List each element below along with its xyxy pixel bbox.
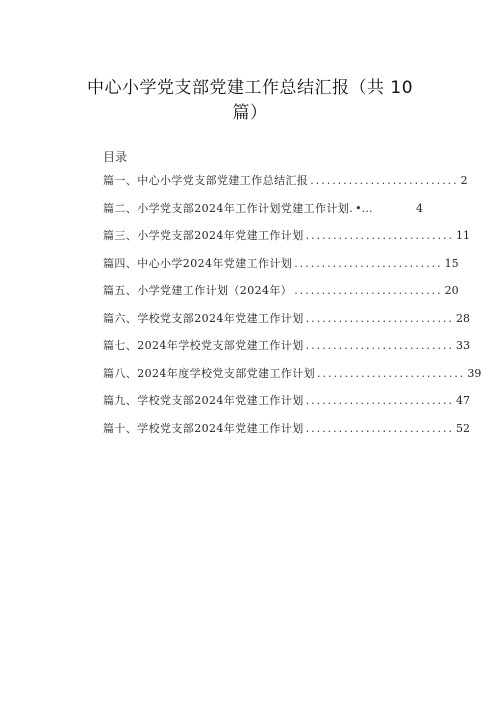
toc-entry-text: 篇二、小学党支部2024年工作计划党建工作计划. [103, 201, 354, 215]
document-title [60, 76, 440, 126]
toc-entry-leader: ........................... [305, 311, 455, 325]
toc-entry-text: 篇八、2024年度学校党支部党建工作计划 [103, 366, 315, 380]
toc-entry-text: 篇四、中心小学2024年党建工作计划 [103, 256, 293, 270]
toc-entry-page-number: 47 [456, 394, 471, 407]
toc-entry-leader: ........................... [294, 256, 443, 270]
toc-entry[interactable] [103, 310, 471, 338]
document-title-line-2: 篇） [232, 103, 268, 123]
toc-entry-leader: ........................... [305, 394, 455, 407]
toc-entry-text: 篇九、学校党支部2024年党建工作计划 [103, 394, 304, 407]
toc-entry-page-number: 39 [467, 366, 482, 380]
table-of-contents [103, 172, 482, 447]
toc-entry-leader: ........................... [317, 366, 466, 380]
toc-entry[interactable] [103, 392, 471, 420]
toc-entry[interactable] [103, 172, 468, 200]
toc-entry-page-number: 4 [416, 201, 423, 215]
toc-entry-leader: ........................... [305, 339, 455, 352]
toc-entry-page-number: 15 [444, 256, 459, 270]
toc-entry-text: 篇一、中心小学党支部党建工作总结汇报 [103, 174, 309, 187]
toc-entry-leader: ........................... [305, 229, 455, 242]
toc-entry-text: 篇五、小学党建工作计划（2024年） [103, 284, 293, 297]
toc-entry-leader: •… [355, 201, 373, 215]
toc-entry-leader: ........................... [305, 421, 455, 435]
toc-entry-page-number: 52 [456, 421, 471, 435]
toc-entry-page-number: 11 [456, 229, 471, 242]
toc-entry-text: 篇六、学校党支部2024年党建工作计划 [103, 311, 304, 325]
toc-entry[interactable] [103, 227, 471, 255]
toc-entry-page-number: 20 [444, 284, 459, 297]
toc-entry-text: 篇三、小学党支部2024年党建工作计划 [103, 229, 304, 242]
toc-entry[interactable] [103, 365, 482, 393]
toc-entry[interactable] [103, 420, 471, 448]
toc-entry-page-number: 2 [460, 174, 468, 187]
toc-entry-page-number: 28 [456, 311, 471, 325]
document-title-line-1: 中心小学党支部党建工作总结汇报（共 10 [86, 78, 414, 98]
toc-entry-text: 篇七、2024年学校党支部党建工作计划 [103, 339, 304, 352]
toc-entry-page-number: 33 [456, 339, 471, 352]
toc-entry[interactable] [103, 282, 459, 310]
toc-entry[interactable] [103, 255, 459, 283]
toc-entry-leader: ........................... [310, 174, 459, 187]
toc-heading: 目录 [103, 150, 128, 164]
toc-entry-text: 篇十、学校党支部2024年党建工作计划 [103, 421, 304, 435]
toc-entry-leader: ........................... [294, 284, 443, 297]
toc-entry[interactable] [103, 337, 471, 365]
toc-entry[interactable] [103, 200, 423, 228]
